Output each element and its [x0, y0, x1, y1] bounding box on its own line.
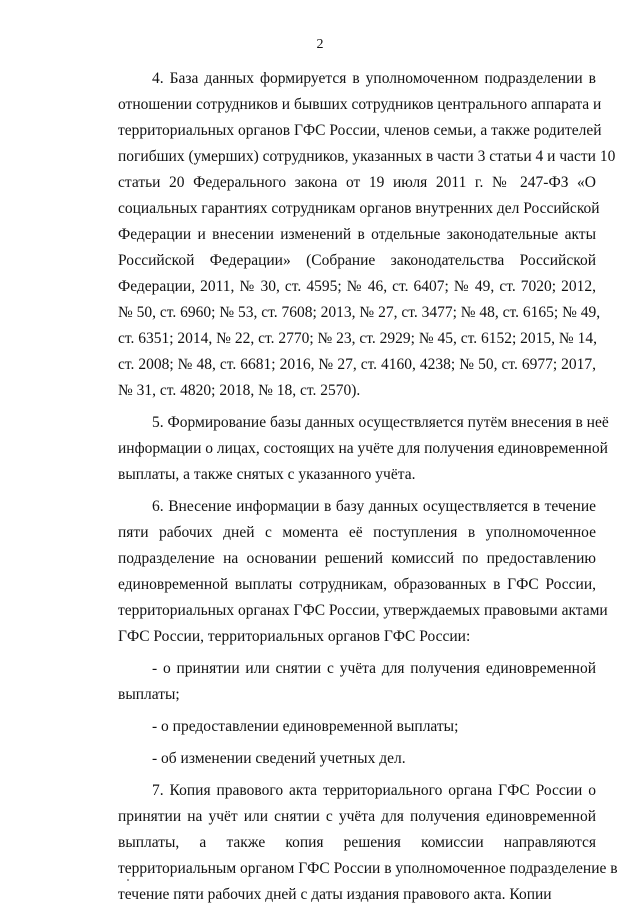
text-line: - о принятии или снятии с учёта для получения единовременной [152, 660, 596, 677]
text-line: погибших (умерших) сотрудников, указанных в части 3 статьи 4 и части 10 [118, 148, 616, 165]
text-line: выплаты, а также снятых с указанного учёта. [118, 466, 416, 483]
text-line: Федерации, 2011, № 30, ст. 4595; № 46, ст. 6407; № 49, ст. 7020; 2012, [118, 278, 596, 295]
paragraph-p5 [118, 410, 609, 488]
paragraph-p7 [118, 778, 618, 908]
text-line: 7. Копия правового акта территориального органа ГФС России о [152, 782, 596, 799]
text-line: Российской Федерации» (Собрание законодательства Российской [118, 252, 596, 269]
text-line: - о предоставлении единовременной выплаты; [152, 718, 459, 735]
text-line: ст. 6351; 2014, № 22, ст. 2770; № 23, ст. 2929; № 45, ст. 6152; 2015, № 14, [118, 330, 597, 347]
text-line: № 31, ст. 4820; 2018, № 18, ст. 2570). [118, 382, 361, 399]
text-line: ГФС России, территориальных органов ГФС России: [118, 628, 471, 645]
text-line: - об изменении сведений учетных дел. [152, 750, 406, 767]
page-number: 2 [316, 37, 324, 52]
text-line: подразделение на основании решений комиссий по предоставлению [118, 550, 596, 567]
paragraph-p6 [118, 494, 608, 650]
text-line: отношении сотрудников и бывших сотрудников центрального аппарата и [118, 96, 602, 113]
text-line: Федерации и внесении изменений в отдельные законодательные акты [118, 226, 596, 243]
text-line: территориальным органом ГФС России в уполномоченное подразделение в [118, 860, 618, 877]
text-line: выплаты, а также копия решения комиссии направляются [118, 834, 596, 851]
text-line: 6. Внесение информации в базу данных осуществляется в течение [152, 498, 596, 515]
text-line: единовременной выплаты сотрудникам, образованных в ГФС России, [118, 576, 596, 593]
paragraph-li3 [118, 746, 596, 772]
paragraph-p4 [118, 66, 616, 404]
text-line: ст. 2008; № 48, ст. 6681; 2016, № 27, ст. 4160, 4238; № 50, ст. 6977; 2017, [118, 356, 596, 373]
text-line: выплаты; [118, 686, 180, 703]
document-body [118, 66, 618, 908]
paragraph-li1 [118, 656, 596, 708]
text-line: № 50, ст. 6960; № 53, ст. 7608; 2013, № 27, ст. 3477; № 48, ст. 6165; № 49, [118, 304, 601, 321]
text-line: пяти рабочих дней с момента её поступления в уполномоченное [118, 524, 596, 541]
text-line: информации о лицах, состоящих на учёте для получения единовременной [118, 440, 608, 457]
paragraph-li2 [118, 714, 596, 740]
text-line: территориальных органов ГФС России, членов семьи, а также родителей [118, 122, 602, 139]
text-line: течение пяти рабочих дней с даты издания правового акта. Копии [118, 886, 552, 903]
text-line: принятии на учёт или снятии с учёта для получения единовременной [118, 808, 596, 825]
text-line: 4. База данных формируется в уполномоченном подразделении в [152, 70, 596, 87]
text-line: территориальных органах ГФС России, утверждаемых правовыми актами [118, 602, 608, 619]
scan-speck [127, 879, 129, 881]
text-line: статьи 20 Федерального закона от 19 июля 2011 г. № 247-ФЗ «О [118, 174, 596, 191]
text-line: социальных гарантиях сотрудникам органов внутренних дел Российской [118, 200, 600, 217]
text-line: 5. Формирование базы данных осуществляется путём внесения в неё [152, 414, 609, 431]
